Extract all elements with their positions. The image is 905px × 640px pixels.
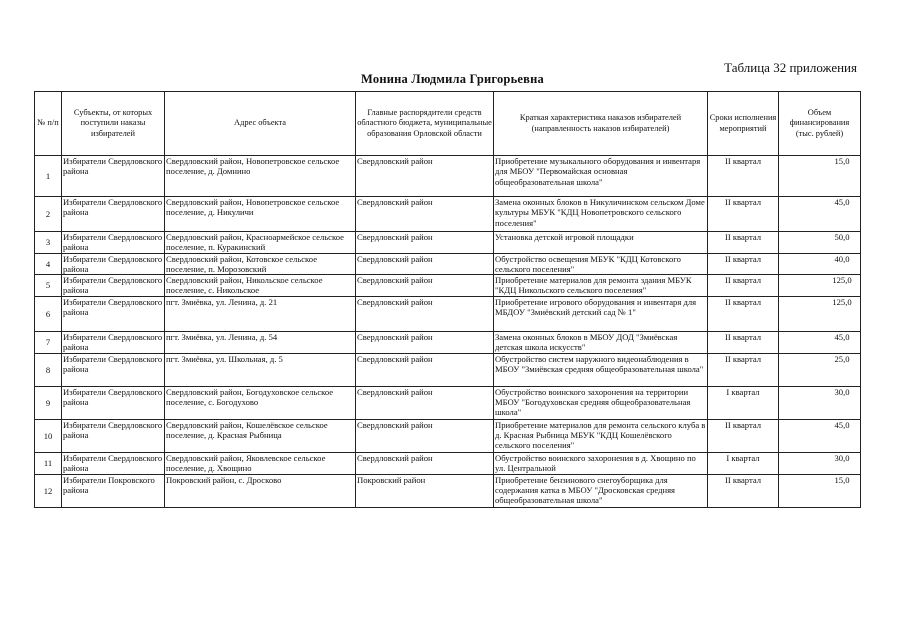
cell-term: II квартал (708, 331, 779, 353)
cell-subject: Избиратели Покровского района (62, 474, 165, 507)
table-header-row (35, 92, 861, 156)
cell-address: Свердловский район, Новопетровское сельское поселение, д. Домнино (165, 156, 356, 197)
cell-subject: Избиратели Свердловского района (62, 275, 165, 297)
cell-description: Установка детской игровой площадки (494, 232, 708, 254)
cell-manager: Свердловский район (356, 353, 494, 386)
cell-description: Приобретение игрового оборудования и инвентаря для МБДОУ "Змиёвский детский сад № 1" (494, 296, 708, 331)
cell-address: пгт. Змиёвка, ул. Ленина, д. 21 (165, 296, 356, 331)
cell-amount: 30,0 (834, 386, 850, 397)
cell-subject: Избиратели Свердловского района (62, 452, 165, 474)
cell-amount: 50,0 (834, 232, 850, 242)
cell-amount: 125,0 (832, 275, 852, 286)
header-subjects: Субъекты, от которых поступили наказы избирателей (62, 92, 165, 156)
orders-table (34, 91, 861, 508)
header-num: № п/п (35, 92, 62, 156)
cell-amount-wrap (779, 386, 861, 419)
cell-term: I квартал (708, 452, 779, 474)
table-row (35, 474, 861, 507)
cell-description: Обустройство воинского захоронения в д. Хвощино по ул. Центральной (494, 452, 708, 474)
cell-num: 8 (35, 353, 62, 386)
cell-description: Приобретение музыкального оборудования и инвентаря для МБОУ "Первомайская основная общеобразовательная школа" (494, 156, 708, 197)
cell-term: II квартал (708, 353, 779, 386)
cell-address: Свердловский район, Кошелёвское сельское поселение, д. Красная Рыбница (165, 419, 356, 452)
cell-description: Приобретение бензинового снегоуборщика для содержания катка в МБОУ "Дросковская средняя общеобразовательная школа" (494, 474, 708, 507)
cell-amount: 30,0 (834, 452, 850, 463)
cell-address: Свердловский район, Яковлевское сельское поселение, д. Хвощино (165, 452, 356, 474)
cell-num: 6 (35, 296, 62, 331)
cell-address: Свердловский район, Богодуховское сельское поселение, с. Богодухово (165, 386, 356, 419)
cell-subject: Избиратели Свердловского района (62, 419, 165, 452)
table-row (35, 386, 861, 419)
cell-manager: Свердловский район (356, 275, 494, 297)
cell-num: 12 (35, 474, 62, 507)
cell-num: 3 (35, 232, 62, 254)
cell-description: Приобретение материалов для ремонта сельского клуба в д. Красная Рыбница МБУК "КДЦ Кошелёвского сельского поселения" (494, 419, 708, 452)
cell-amount-wrap (779, 296, 861, 331)
header-amount: Объем финансирования (тыс. рублей) (779, 92, 861, 156)
cell-amount-wrap (779, 275, 861, 297)
cell-num: 1 (35, 156, 62, 197)
cell-term: II квартал (708, 232, 779, 254)
cell-term: II квартал (708, 474, 779, 507)
cell-manager: Свердловский район (356, 232, 494, 254)
cell-subject: Избиратели Свердловского района (62, 331, 165, 353)
cell-address: пгт. Змиёвка, ул. Школьная, д. 5 (165, 353, 356, 386)
cell-manager: Свердловский район (356, 452, 494, 474)
header-managers: Главные распорядители средств областного бюджета, муниципальные образования Орловской области (356, 92, 494, 156)
table-row (35, 452, 861, 474)
cell-term: II квартал (708, 156, 779, 197)
cell-manager: Свердловский район (356, 253, 494, 275)
cell-amount-wrap (779, 156, 861, 197)
cell-manager: Свердловский район (356, 156, 494, 197)
table-row (35, 253, 861, 275)
cell-address: Свердловский район, Никольское сельское поселение, с. Никольское (165, 275, 356, 297)
cell-description: Обустройство освещения МБУК "КДЦ Котовского сельского поселения" (494, 253, 708, 275)
cell-num: 10 (35, 419, 62, 452)
cell-subject: Избиратели Свердловского района (62, 353, 165, 386)
cell-num: 4 (35, 253, 62, 275)
cell-subject: Избиратели Свердловского района (62, 197, 165, 232)
cell-num: 5 (35, 275, 62, 297)
cell-amount-wrap (779, 452, 861, 474)
cell-address: Свердловский район, Новопетровское сельское поселение, д. Никуличи (165, 197, 356, 232)
cell-description: Замена оконных блоков в МБОУ ДОД "Змиёвская детская школа искусств" (494, 331, 708, 353)
cell-subject: Избиратели Свердловского района (62, 156, 165, 197)
cell-manager: Покровский район (356, 474, 494, 507)
cell-amount: 125,0 (832, 296, 852, 307)
cell-amount-wrap (779, 331, 861, 353)
header-terms: Сроки исполнения мероприятий (708, 92, 779, 156)
cell-term: II квартал (708, 296, 779, 331)
cell-term: II квартал (708, 419, 779, 452)
cell-amount: 40,0 (834, 253, 850, 264)
cell-term: II квартал (708, 197, 779, 232)
cell-manager: Свердловский район (356, 331, 494, 353)
cell-amount-wrap (779, 197, 861, 232)
cell-subject: Избиратели Свердловского района (62, 253, 165, 275)
cell-manager: Свердловский район (356, 419, 494, 452)
cell-subject: Избиратели Свердловского района (62, 232, 165, 254)
cell-address: Свердловский район, Красноармейское сельское поселение, п. Куракинский (165, 232, 356, 254)
cell-amount-wrap (779, 419, 861, 452)
table-row (35, 197, 861, 232)
table-row (35, 419, 861, 452)
cell-amount-wrap (779, 353, 861, 386)
cell-amount: 45,0 (834, 331, 850, 342)
appendix-label: Таблица 32 приложения (724, 60, 857, 75)
header-description: Краткая характеристика наказов избирателей (направленность наказов избирателей) (494, 92, 708, 156)
cell-num: 9 (35, 386, 62, 419)
cell-manager: Свердловский район (356, 386, 494, 419)
cell-description: Замена оконных блоков в Никуличинском сельском Доме культуры МБУК "КДЦ Новопетровского сельского поселения" (494, 197, 708, 232)
cell-num: 7 (35, 331, 62, 353)
cell-subject: Избиратели Свердловского района (62, 296, 165, 331)
table-row (35, 353, 861, 386)
cell-term: II квартал (708, 275, 779, 297)
table-row (35, 296, 861, 331)
cell-amount: 45,0 (834, 419, 850, 430)
cell-address: Свердловский район, Котовское сельское поселение, п. Морозовский (165, 253, 356, 275)
cell-subject: Избиратели Свердловского района (62, 386, 165, 419)
table-row (35, 331, 861, 353)
cell-description: Приобретение материалов для ремонта здания МБУК "КДЦ Никольского сельского поселения" (494, 275, 708, 297)
document-title: Монина Людмила Григорьевна (361, 72, 544, 86)
cell-amount: 45,0 (834, 197, 850, 207)
cell-amount-wrap (779, 253, 861, 275)
cell-amount-wrap (779, 474, 861, 507)
cell-amount-wrap (779, 232, 861, 254)
cell-address: пгт. Змиёвка, ул. Ленина, д. 54 (165, 331, 356, 353)
table-row (35, 232, 861, 254)
cell-num: 11 (35, 452, 62, 474)
cell-manager: Свердловский район (356, 296, 494, 331)
cell-manager: Свердловский район (356, 197, 494, 232)
cell-amount: 15,0 (834, 156, 850, 166)
cell-amount: 25,0 (834, 353, 850, 364)
cell-description: Обустройство воинского захоронения на территории МБОУ "Богодуховская средняя общеобразовательная школа" (494, 386, 708, 419)
cell-term: II квартал (708, 253, 779, 275)
table-row (35, 156, 861, 197)
cell-description: Обустройство систем наружного видеонаблюдения в МБОУ "Змиёвская средняя общеобразовательная школа" (494, 353, 708, 386)
cell-address: Покровский район, с. Дросково (165, 474, 356, 507)
header-address: Адрес объекта (165, 92, 356, 156)
cell-num: 2 (35, 197, 62, 232)
cell-term: I квартал (708, 386, 779, 419)
cell-amount: 15,0 (834, 474, 850, 485)
table-row (35, 275, 861, 297)
